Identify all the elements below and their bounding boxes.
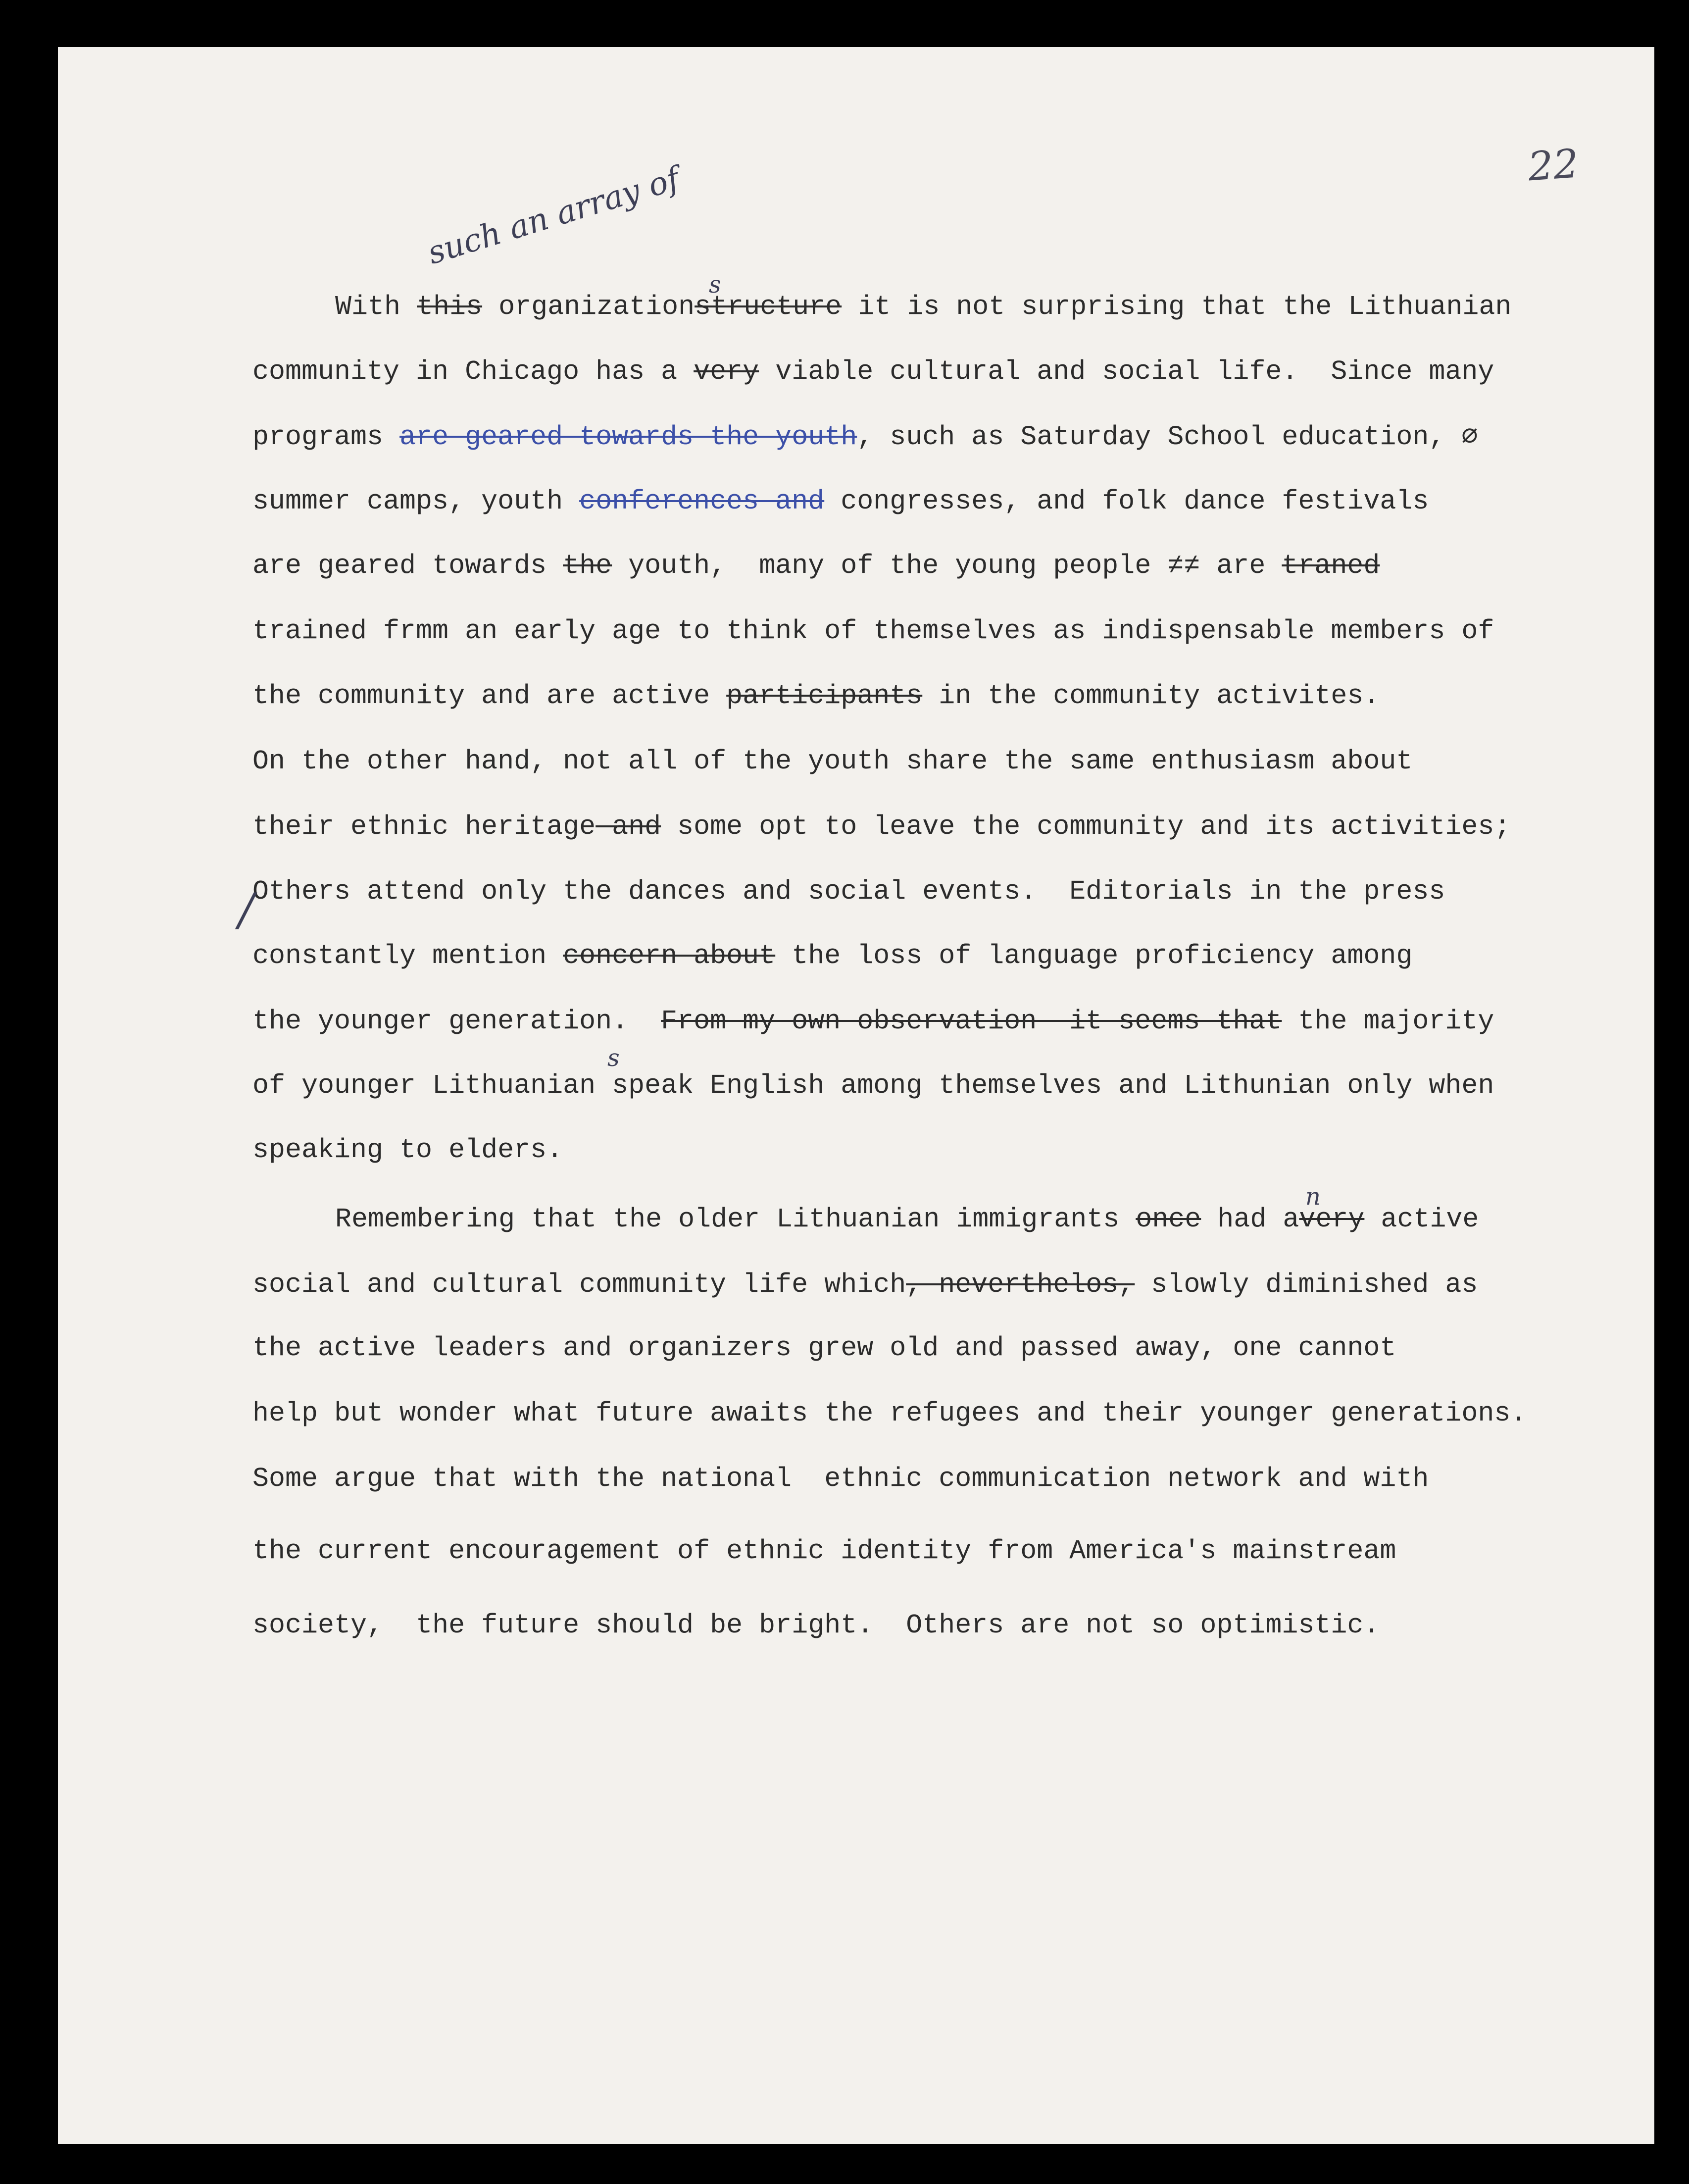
struck-phrase: conferences and: [579, 486, 825, 517]
text-line: the community and are active participants in the community activites.: [252, 680, 1380, 711]
text-line: programs are geared towards the youth, such as Saturday School education, ∅: [252, 421, 1478, 453]
text-line: trained frmm an early age to think of themselves as indispensable members of: [252, 615, 1494, 647]
edit-mark: ;: [1494, 811, 1511, 842]
struck-phrase: From my own observation it seems that: [661, 1006, 1282, 1037]
text-line: With this organizationstructure it is not surprising that the Lithuanian: [335, 291, 1512, 322]
struck-word: once: [1136, 1204, 1201, 1235]
text-line: Remembering that the older Lithuanian immigrants once had avery active: [335, 1204, 1479, 1235]
text-line: the active leaders and organizers grew old and passed away, one cannot: [252, 1332, 1396, 1364]
struck-word: participants: [726, 680, 923, 711]
typescript-page: [58, 47, 1654, 2144]
struck-word: , neverthelos,: [906, 1269, 1135, 1300]
text-line: help but wonder what future awaits the refugees and their younger generations.: [252, 1398, 1527, 1429]
struck-word: structure: [695, 291, 842, 322]
struck-phrase: concern about: [563, 940, 776, 971]
struck-word: and: [596, 811, 661, 842]
text-line: social and cultural community life which, neverthelos, slowly diminished as: [252, 1269, 1478, 1300]
handwritten-insertion: such an array of: [423, 160, 684, 272]
struck-word: very: [694, 356, 759, 387]
text-line: are geared towards the youth, many of the young people ≠≠ are traned: [252, 550, 1380, 581]
text-line: summer camps, youth conferences and congresses, and folk dance festivals: [252, 486, 1429, 517]
struck-word: the: [563, 550, 612, 581]
struck-phrase: are geared towards the youth: [399, 421, 857, 453]
text-line: On the other hand, not all of the youth share the same enthusiasm about: [252, 746, 1413, 777]
text-line: the younger generation. From my own observation it seems that the majority: [252, 1006, 1494, 1037]
page-number: 22: [1526, 140, 1580, 190]
edit-mark: ∅: [1461, 421, 1478, 453]
edit-mark: ≠≠: [1167, 550, 1200, 581]
struck-word: very: [1299, 1204, 1365, 1235]
margin-mark: /: [239, 884, 254, 936]
handwritten-s: s: [607, 1044, 620, 1072]
handwritten-s: s: [709, 271, 721, 299]
text-line: the current encouragement of ethnic identity from America's mainstream: [252, 1535, 1396, 1567]
struck-word: this: [417, 291, 483, 322]
text-line: community in Chicago has a very viable cultural and social life. Since many: [252, 356, 1494, 387]
text-line: Others attend only the dances and social events. Editorials in the press: [252, 876, 1445, 907]
text-line: constantly mention concern about the loss of language proficiency among: [252, 940, 1413, 971]
text-line: Some argue that with the national ethnic communication network and with: [252, 1463, 1429, 1494]
text-line: society, the future should be bright. Others are not so optimistic.: [252, 1610, 1380, 1641]
text-line: of younger Lithuanian speak English among themselves and Lithunian only when: [252, 1070, 1494, 1101]
handwritten-n: n: [1305, 1183, 1321, 1211]
struck-word: traned: [1282, 550, 1380, 581]
edit-mark: ,: [367, 1610, 384, 1641]
text-line: their ethnic heritage and some opt to leave the community and its activities;: [252, 811, 1511, 842]
text-line: speaking to elders.: [252, 1134, 563, 1166]
